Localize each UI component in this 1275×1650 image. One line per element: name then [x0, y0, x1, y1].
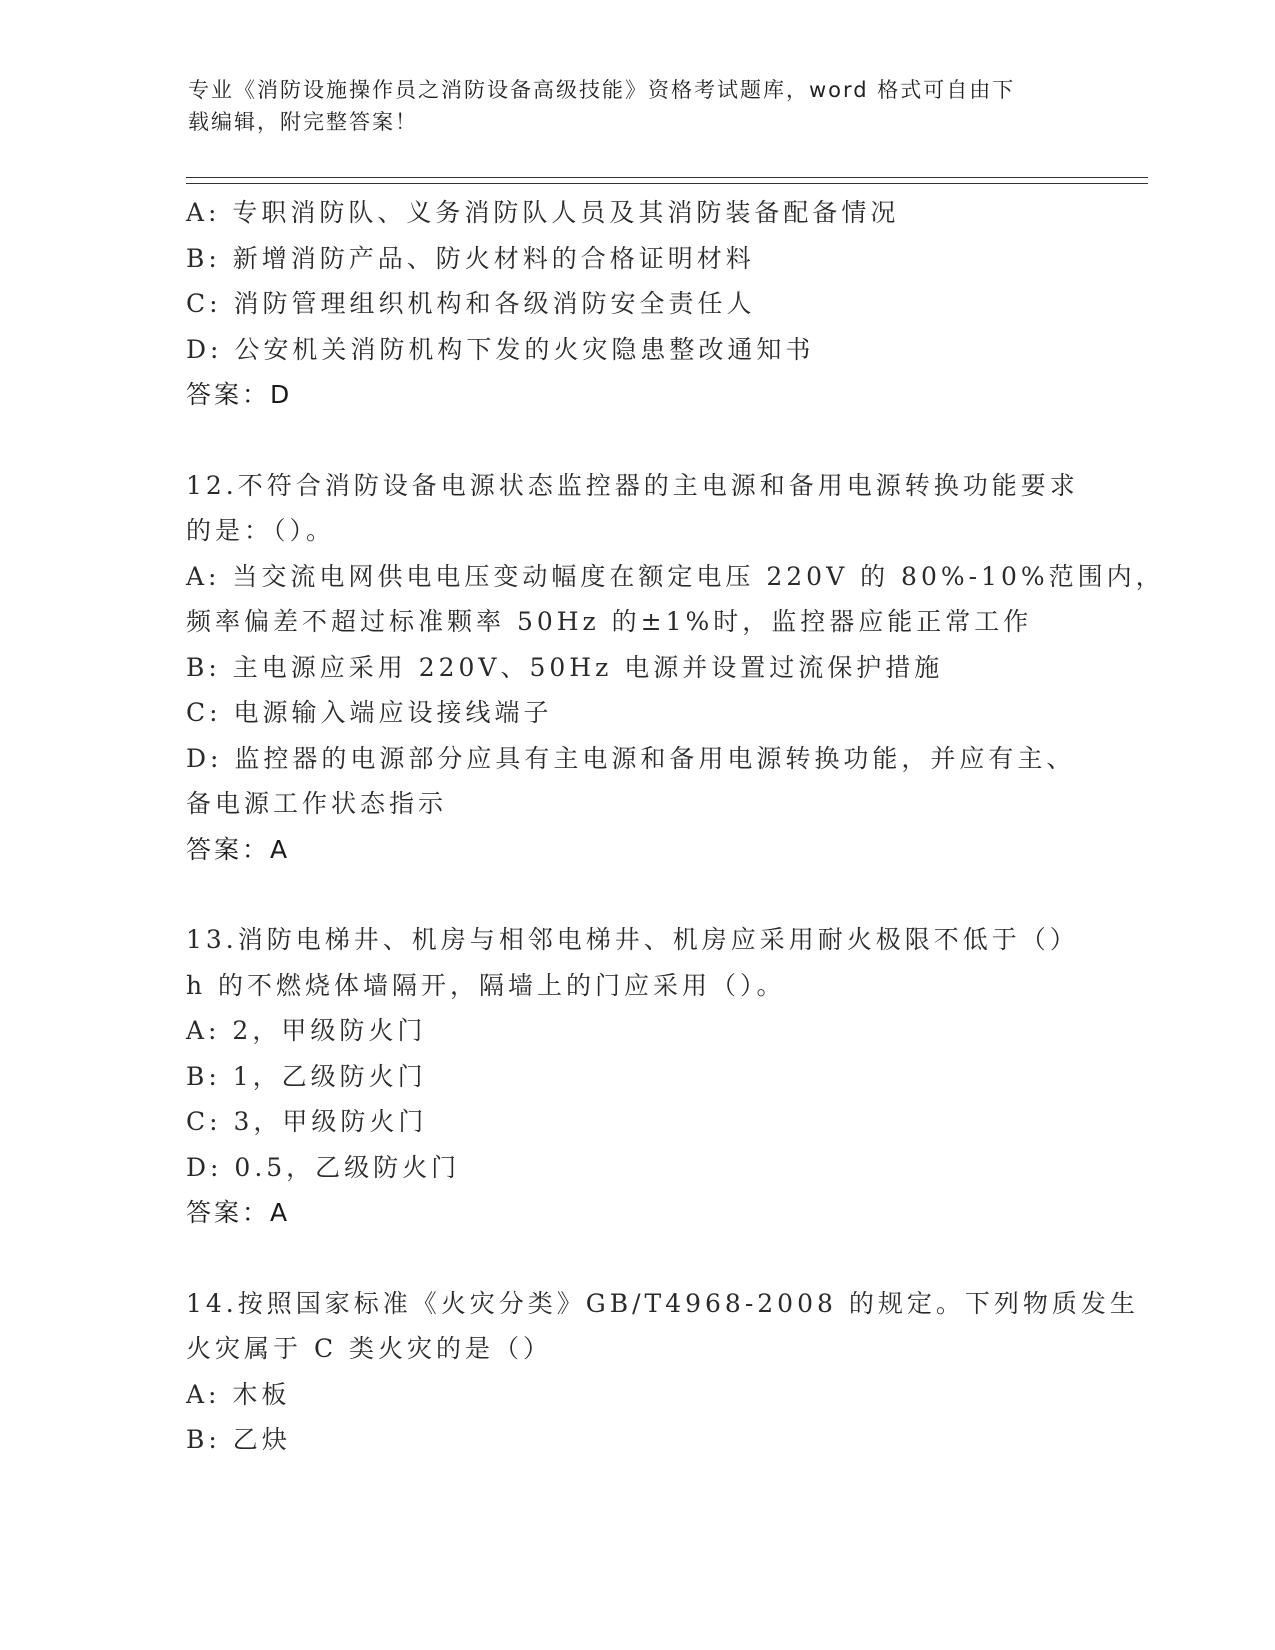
question-list — [186, 190, 1165, 1463]
option-a: A: 木板 — [186, 1379, 291, 1409]
option-d: D: 0.5，乙级防火门 — [186, 1152, 461, 1182]
header-line-2: 载编辑，附完整答案！ — [188, 110, 418, 134]
question-14 — [186, 1281, 1139, 1463]
option-a: A: 当交流电网供电电压变动幅度在额定电压 220V 的 80%-10%范围内， — [186, 561, 1165, 591]
spacer — [186, 418, 1086, 463]
option-d: D: 监控器的电源部分应具有主电源和备用电源转换功能，并应有主、 — [186, 743, 1076, 773]
question-stem-cont: 火灾属于 C 类火灾的是（） — [186, 1334, 553, 1363]
option-c: C: 3，甲级防火门 — [186, 1107, 428, 1136]
option-c: C: 电源输入端应设接线端子 — [186, 698, 553, 727]
header-line-1: 专业《消防设施操作员之消防设备高级技能》资格考试题库，word 格式可自由下 — [188, 78, 1016, 102]
option-d-cont: 备电源工作状态指示 — [186, 789, 448, 818]
question-stem-cont: 的是：（）。 — [186, 516, 336, 545]
question-stem: 14.按照国家标准《火灾分类》GB/T4968-2008 的规定。下列物质发生 — [186, 1288, 1139, 1318]
option-a: A: 2，甲级防火门 — [186, 1016, 427, 1045]
answer-line: 答案：A — [186, 834, 291, 864]
spacer — [186, 872, 1086, 917]
option-c: C: 消防管理组织机构和各级消防安全责任人 — [186, 289, 756, 318]
question-stem: 12.不符合消防设备电源状态监控器的主电源和备用电源转换功能要求 — [186, 470, 1079, 500]
question-stem: 13.消防电梯井、机房与相邻电梯井、机房应采用耐火极限不低于（） — [186, 925, 1079, 954]
header-divider — [186, 177, 1148, 184]
question-11 — [186, 190, 1086, 418]
option-b: B: 1，乙级防火门 — [186, 1061, 427, 1091]
option-b: B: 主电源应采用 220V、50Hz 电源并设置过流保护措施 — [186, 652, 944, 682]
option-a-cont: 频率偏差不超过标准颗率 50Hz 的±1%时，监控器应能正常工作 — [186, 607, 1033, 636]
answer-line: 答案：D — [186, 380, 293, 409]
spacer — [186, 1236, 1086, 1281]
question-13 — [186, 917, 1086, 1236]
answer-line: 答案：A — [186, 1198, 291, 1227]
option-a: A: 专职消防队、义务消防队人员及其消防装备配备情况 — [186, 198, 900, 227]
question-stem-cont: h 的不燃烧体墙隔开，隔墙上的门应采用（）。 — [186, 970, 786, 1000]
document-header — [188, 74, 1088, 138]
question-12 — [186, 463, 1165, 873]
option-b: B: 新增消防产品、防火材料的合格证明材料 — [186, 243, 755, 273]
option-d: D: 公安机关消防机构下发的火灾隐患整改通知书 — [186, 334, 815, 364]
option-b: B: 乙炔 — [186, 1425, 291, 1454]
